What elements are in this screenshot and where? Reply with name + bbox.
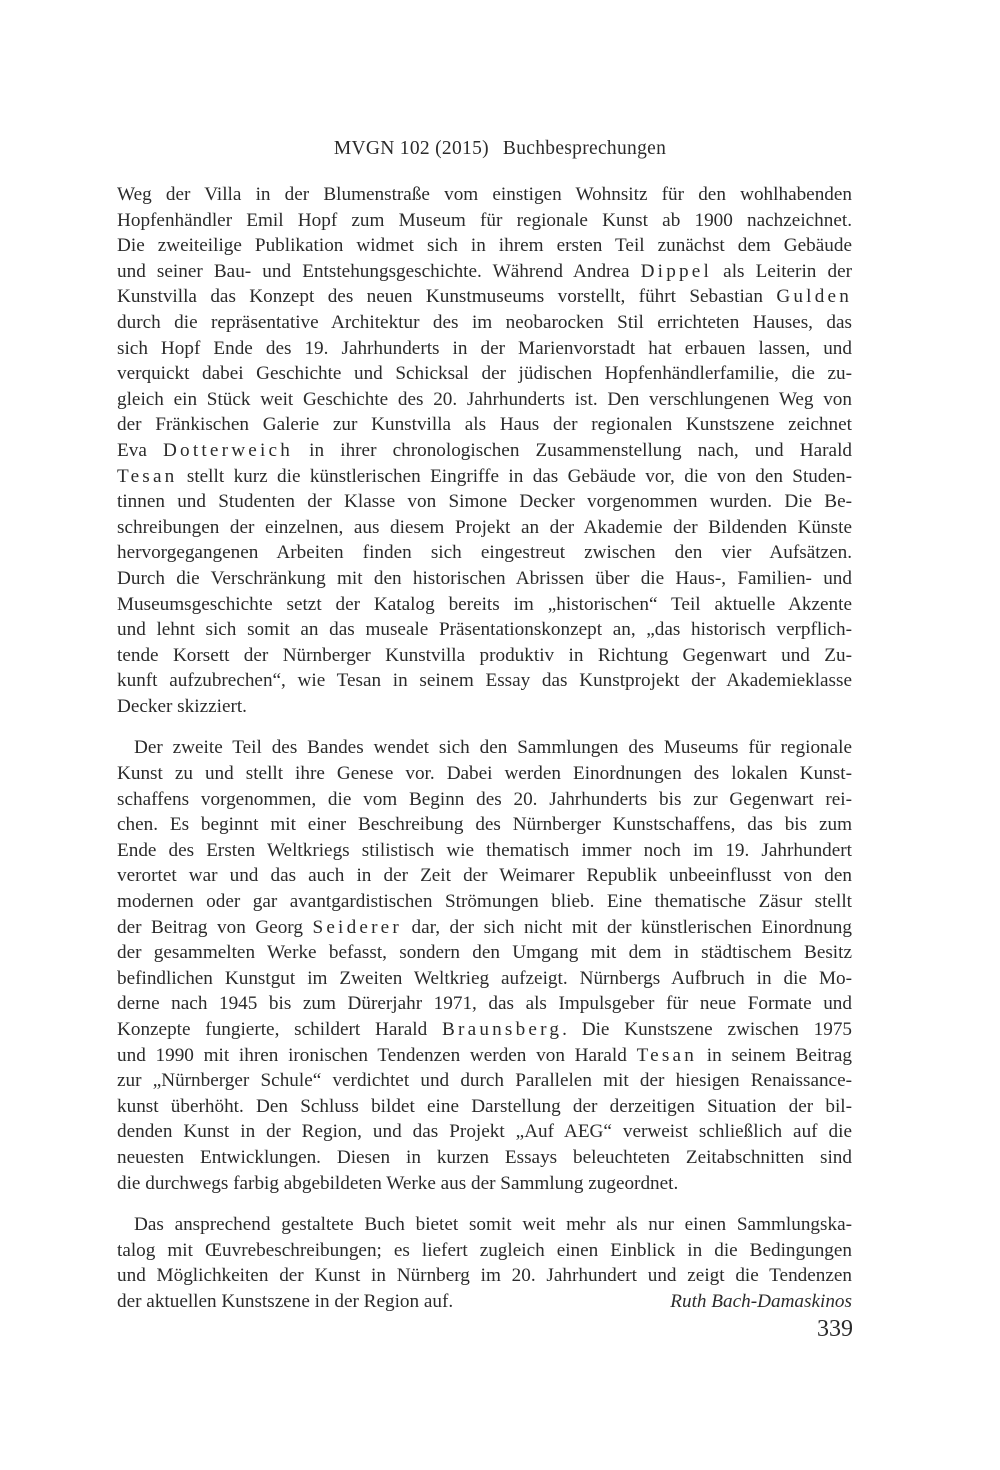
- text-line: [117, 966, 852, 992]
- text-line: [117, 310, 852, 336]
- text-segment: zur „Nürnberger Schule“ verdichtet und durch Parallelen mit der hiesigen Renaissance-: [117, 1070, 852, 1092]
- author-name-spaced: Gulden: [776, 286, 852, 308]
- text-segment: hervorgegangenen Arbeiten finden sich eingestreut zwischen den vier Aufsätzen.: [117, 542, 852, 564]
- text-segment: derne nach 1945 bis zum Dürerjahr 1971, das als Impulsgeber für neue Formate und: [117, 993, 852, 1015]
- text-line: [117, 259, 852, 285]
- text-segment: und Möglichkeiten der Kunst in Nürnberg im 20. Jahrhundert und zeigt die Tendenzen: [117, 1265, 852, 1287]
- text-line: [117, 540, 852, 566]
- author-name-spaced: Dotterweich: [162, 439, 294, 461]
- text-segment: und lehnt sich somit an das museale Präsentationskonzept an, „das historisch verpflich-: [117, 619, 852, 641]
- author-name-spaced: Tesan: [117, 465, 178, 487]
- review-author: Ruth Bach-Damaskinos: [670, 1290, 852, 1312]
- page-number: 339: [817, 1316, 853, 1342]
- running-header: [0, 138, 1000, 160]
- text-segment: Kunstvilla das Konzept des neuen Kunstmuseums vorstellt, führt Sebastian: [117, 286, 777, 308]
- text-segment: gleich ein Stück weit Geschichte des 20. Jahrhunderts ist. Den verschlungenen Weg von: [117, 388, 852, 410]
- text-segment: Kunst zu und stellt ihre Genese vor. Dabei werden Einordnungen des lokalen Kunst-: [117, 763, 852, 785]
- text-line: [117, 464, 852, 490]
- text-segment: Decker skizziert.: [117, 695, 247, 717]
- text-line: [117, 991, 852, 1017]
- text-segment: kunft aufzubrechen“, wie Tesan in seinem Essay das Kunstprojekt der Akademieklasse: [117, 670, 852, 692]
- text-segment: tende Korsett der Nürnberger Kunstvilla produktiv in Richtung Gegenwart und Zu-: [117, 644, 852, 666]
- text-segment: Museumsgeschichte setzt der Katalog bereits im „historischen“ Teil aktuelle Akzente: [117, 593, 852, 615]
- text-line: [117, 1119, 852, 1145]
- text-line: [117, 1145, 852, 1171]
- text-line: [117, 336, 852, 362]
- text-line: [117, 940, 852, 966]
- paragraph-gap: [117, 1196, 852, 1212]
- text-line: [117, 761, 852, 787]
- text-segment: und seiner Bau- und Entstehungsgeschichte. Während Andrea: [117, 260, 641, 282]
- journal-reference: MVGN 102 (2015): [333, 138, 489, 159]
- review-text: [117, 182, 852, 1315]
- text-segment: die durchwegs farbig abgebildeten Werke aus der Sammlung zugeordnet.: [117, 1172, 679, 1194]
- text-line: [117, 1017, 852, 1043]
- text-segment: der aktuellen Kunstszene in der Region auf.: [117, 1290, 454, 1312]
- text-line: [117, 668, 852, 694]
- text-line: [117, 812, 852, 838]
- text-line: [117, 1171, 852, 1197]
- text-segment: . Die Kunstszene zwischen 1975: [562, 1019, 853, 1040]
- author-name-spaced: Dippel: [640, 260, 713, 282]
- text-segment: Hopfenhändler Emil Hopf zum Museum für regionale Kunst ab 1900 nachzeichnet.: [117, 209, 852, 231]
- text-line: [117, 735, 852, 761]
- text-segment: denden Kunst in der Region, und das Projekt „Auf AEG“ verweist schließlich auf die: [117, 1121, 852, 1143]
- text-segment: Konzepte fungierte, schildert Harald: [117, 1019, 443, 1040]
- text-line: [117, 566, 852, 592]
- text-line: [117, 361, 852, 387]
- text-segment: Die zweiteilige Publikation widmet sich in ihrem ersten Teil zunächst dem Gebäude: [117, 235, 852, 257]
- text-line: [117, 284, 852, 310]
- text-segment: der Beitrag von Georg: [117, 916, 313, 938]
- text-segment: Das ansprechend gestaltete Buch bietet somit weit mehr als nur einen Sammlungska-: [134, 1214, 852, 1236]
- text-line: [117, 1068, 852, 1094]
- text-segment: schreibungen der einzelnen, aus diesem Projekt an der Akademie der Bildenden Künste: [117, 516, 852, 538]
- text-segment: Eva: [117, 439, 163, 461]
- text-segment: der Fränkischen Galerie zur Kunstvilla als Haus der regionalen Kunstszene zeichnet: [117, 414, 852, 436]
- text-segment: der gesammelten Werke befasst, sondern den Umgang mit dem in städtischem Besitz: [117, 942, 852, 964]
- text-line: [117, 1263, 852, 1289]
- text-segment: dar, der sich nicht mit der künstlerischen Einordnung: [401, 916, 852, 938]
- text-line: [117, 182, 852, 208]
- text-line: [117, 787, 852, 813]
- author-name-spaced: Tesan: [636, 1044, 698, 1066]
- text-line: [117, 208, 852, 234]
- text-segment: befindlichen Kunstgut im Zweiten Weltkrieg aufzeigt. Nürnbergs Aufbruch in die Mo-: [117, 967, 852, 989]
- text-segment: und 1990 mit ihren ironischen Tendenzen werden von Harald: [117, 1044, 637, 1066]
- text-line: [117, 838, 852, 864]
- paragraph: [117, 735, 852, 1196]
- text-line: [117, 643, 852, 669]
- text-segment: in ihrer chronologischen Zusammenstellung nach, und Harald: [293, 439, 852, 461]
- text-segment: kunst überhöht. Den Schluss bildet eine Darstellung der derzeitigen Situation der bil-: [117, 1095, 852, 1117]
- text-line: [117, 387, 852, 413]
- text-line: [117, 889, 852, 915]
- author-name-spaced: Braunsberg: [442, 1019, 563, 1040]
- text-segment: tinnen und Studenten der Klasse von Simone Decker vorgenommen wurden. Die Be-: [117, 491, 852, 513]
- text-line: [117, 694, 852, 720]
- text-segment: stellt kurz die künstlerischen Eingriffe in das Gebäude vor, die von den Studen-: [177, 465, 852, 487]
- text-segment: verortet war und das auch in der Zeit der Weimarer Republik unbeeinflusst von den: [117, 865, 852, 887]
- text-segment: Ende des Ersten Weltkriegs stilistisch wie thematisch immer noch im 19. Jahrhundert: [117, 839, 852, 861]
- text-line: [117, 1043, 852, 1069]
- author-name-spaced: Seiderer: [312, 916, 402, 938]
- text-line: [117, 233, 852, 259]
- text-line: [117, 1289, 852, 1315]
- text-segment: als Leiterin der: [712, 260, 853, 282]
- text-line: [117, 1212, 852, 1238]
- text-segment: Der zweite Teil des Bandes wendet sich den Sammlungen des Museums für regionale: [134, 737, 852, 759]
- text-segment: schaffens vorgenommen, die vom Beginn des 20. Jahrhunderts bis zur Gegenwart rei-: [117, 788, 852, 810]
- text-line: [117, 1094, 852, 1120]
- paragraph: [117, 1212, 852, 1314]
- text-line: [117, 592, 852, 618]
- paragraph-gap: [117, 719, 852, 735]
- text-segment: sich Hopf Ende des 19. Jahrhunderts in der Marienvorstadt hat erbauen lassen, und: [117, 337, 852, 359]
- text-segment: modernen oder gar avantgardistischen Strömungen blieb. Eine thematische Zäsur stellt: [117, 891, 852, 913]
- text-segment: durch die repräsentative Architektur des im neobarocken Stil errichteten Hauses, das: [117, 311, 852, 333]
- text-segment: chen. Es beginnt mit einer Beschreibung des Nürnberger Kunstschaffens, das bis zum: [117, 814, 852, 836]
- text-segment: Weg der Villa in der Blumenstraße vom einstigen Wohnsitz für den wohlhabenden: [117, 184, 852, 205]
- text-line: [117, 438, 852, 464]
- text-line: [117, 617, 852, 643]
- text-line: [117, 1238, 852, 1264]
- text-line: [117, 863, 852, 889]
- text-segment: neuesten Entwicklungen. Diesen in kurzen Essays beleuchteten Zeitabschnitten sind: [117, 1146, 852, 1168]
- text-line: [117, 489, 852, 515]
- text-segment: in seinem Beitrag: [697, 1044, 852, 1066]
- text-segment: verquickt dabei Geschichte und Schicksal der jüdischen Hopfenhändlerfamilie, die zu-: [117, 363, 852, 385]
- text-line: [117, 412, 852, 438]
- text-segment: talog mit Œuvrebeschreibungen; es liefert zugleich einen Einblick in die Bedingungen: [117, 1239, 852, 1261]
- text-line: [117, 515, 852, 541]
- text-line: [117, 915, 852, 941]
- paragraph: [117, 182, 852, 719]
- text-segment: Durch die Verschränkung mit den historischen Abrissen über die Haus-, Familien- und: [117, 567, 852, 589]
- section-title: Buchbesprechungen: [502, 138, 667, 159]
